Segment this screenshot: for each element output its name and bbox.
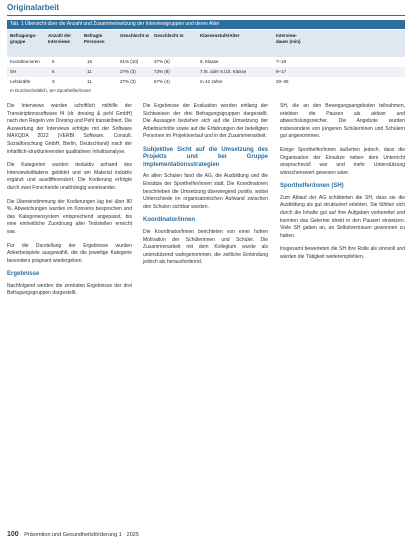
cell: 20–36 xyxy=(276,79,289,84)
column-3 xyxy=(280,103,405,268)
cell: 5. Klasse xyxy=(200,59,219,64)
cell: 9–17 xyxy=(276,69,287,74)
section-heading-implementation: Subjektive Sicht auf die Umsetzung des Projekts und bei Gruppe implementationsstrategien xyxy=(143,146,268,168)
paragraph: An allen Schulen fand die AG, die Ausbildung und die Einsätze der Sporthelfer/innen statt. Die Koordinatoren beschrieben die Umsetzung überwiegend positiv, wobei Unterschiede im organisatorischen Aufwand zwischen den Schulen sichtbar wurden. xyxy=(143,173,268,210)
cell: 6 xyxy=(52,59,55,64)
cell: 37% (6) xyxy=(154,59,170,64)
paragraph: Die Koordinator/innen berichteten von einer hohen Motivation der Schülerinnen und Schüler. Die Zusammenarbeit mit dem Kollegium wurde als unterstützend wahrgenommen, die zeitliche Einbindung jedoch als herausfordernd. xyxy=(143,228,268,266)
cell: 27% (3) xyxy=(120,69,136,74)
cell: 73% (8) xyxy=(154,69,170,74)
journal-name: Prävention und Gesundheitsförderung 1 · 2025 xyxy=(24,532,139,538)
cell: 16 xyxy=(87,59,93,64)
cell: SH xyxy=(10,69,17,74)
cell: 67% (4) xyxy=(154,79,170,84)
cell: 6 xyxy=(52,69,55,74)
paragraph: Insgesamt bewerteten die SH ihre Rolle als sinnvoll und würden die Tätigkeit weiterempfehlen. xyxy=(280,246,405,260)
column-2 xyxy=(143,103,268,273)
table-row xyxy=(7,77,405,87)
th-male: Geschlecht m xyxy=(154,33,184,38)
paragraph: Die Interviews wurden schriftlich mithilfe der Transkriptionssoftware f4 (dr. dresing & pehl GmbH) nach den Regeln von Dresing und Pehl transkribiert. Die Auswertung der Interviews erfolgte mit der Software MAXQDA 2022 (VERBI Software. Consult. Sozialforschung GmbH, Berlin, Deutschland) nach der inhaltlich-strukturierenden qualitativen Inhaltsanalyse. xyxy=(7,103,132,155)
subsection-heading-sporthelfer: Sporthelfer/innen (SH) xyxy=(280,183,344,190)
cell: 7–18 xyxy=(276,59,287,64)
cell: 11 xyxy=(87,69,92,74)
header-rule xyxy=(7,15,405,16)
th-grade: Klassenstufe/Alter xyxy=(200,33,240,38)
cell: 7./8. oder 9./10. Klasse xyxy=(200,69,247,74)
table-row xyxy=(7,57,405,67)
table-note: m Durchschnittlich, SH Sporthelfer/innen xyxy=(10,88,92,93)
table-caption: Tab. 1 Übersicht über die Anzahl und Zusammensetzung der Interviewgruppen und deren Alter xyxy=(10,21,220,27)
th-female: Geschlecht w xyxy=(120,33,150,38)
paragraph: Die Kategorien wurden deduktiv anhand des Interviewleitfadens gebildet und am Material induktiv ergänzt und ausdifferenziert. Die Kodierung erfolgte durch zwei Forschende unabhängig voneinander. xyxy=(7,162,132,191)
cell: Lehrkräfte xyxy=(10,79,31,84)
article-type-label: Originalarbeit xyxy=(7,3,60,12)
column-1 xyxy=(7,103,132,304)
th-persons: Befragte Personen xyxy=(84,33,105,44)
table-row xyxy=(7,67,405,77)
cell: 61% (10) xyxy=(120,59,139,64)
paragraph: Die Übereinstimmung der Kodierungen lag bei über 80 %. Abweichungen wurden im Konsens besprochen und das Kategoriensystem entsprechend angepasst, bis eine einheitliche Zuordnung aller Textstellen erreicht war. xyxy=(7,198,132,235)
th-duration: Interview-dauer (min) xyxy=(276,33,301,44)
paragraph: Für die Darstellung der Ergebnisse wurden Ankerbeispiele ausgewählt, die die jeweilige Kategorie besonders prägnant wiedergeben. xyxy=(7,242,132,264)
cell: 11 xyxy=(87,79,92,84)
paragraph: Einige Sporthelfer/innen äußerten jedoch, dass die Organisation der Einsätze neben dem Unterricht anspruchsvoll war und mehr Unterstützung wünschenswert gewesen wäre. xyxy=(280,146,405,176)
page-footer xyxy=(7,531,139,538)
paragraph: Nachfolgend werden die zentralen Ergebnisse der drei Befragungsgruppen dargestellt. xyxy=(7,282,132,297)
th-group: Befragungs-gruppe xyxy=(10,33,37,44)
paragraph: Zum Ablauf der AG schilderten die SH, dass sie die Ausbildung als gut strukturiert erlebten. Sie fühlten sich durch die Inhalte gut auf ihre Aufgaben vorbereitet und konnten das Gelernte direkt in den Pausen einsetzen. Viele SH gaben an, an Selbstvertrauen gewonnen zu haben. xyxy=(280,194,405,239)
cell: 3 xyxy=(52,79,55,84)
paragraph: Die Ergebnisse der Evaluation werden entlang der Sichtweisen der drei Befragungsgruppen dargestellt. Die Aussagen beziehen sich auf die Umsetzung der Arbeitsschritte sowie auf die Erfahrungen der beteiligten Personen im Projektverlauf und in der Zusammenarbeit. xyxy=(143,103,268,140)
subsection-heading-coordinators: Koordinator/innen xyxy=(143,217,195,224)
cell: Koordina-toren xyxy=(10,59,40,64)
th-count: Anzahl der Interviews xyxy=(48,33,72,44)
cell: 27% (3) xyxy=(120,79,136,84)
page-number: 100 xyxy=(7,531,19,538)
paragraph: SH, die an den Bewegungsangeboten teilnahmen, erlebten die Pausen als aktiver und abwechslungsreicher. Die Angebote wurden insbesondere von jüngeren Schülerinnen und Schülern gut angenommen. xyxy=(280,103,405,140)
cell: m 42 Jahre xyxy=(200,79,223,84)
section-heading-results: Ergebnisse xyxy=(7,271,40,278)
